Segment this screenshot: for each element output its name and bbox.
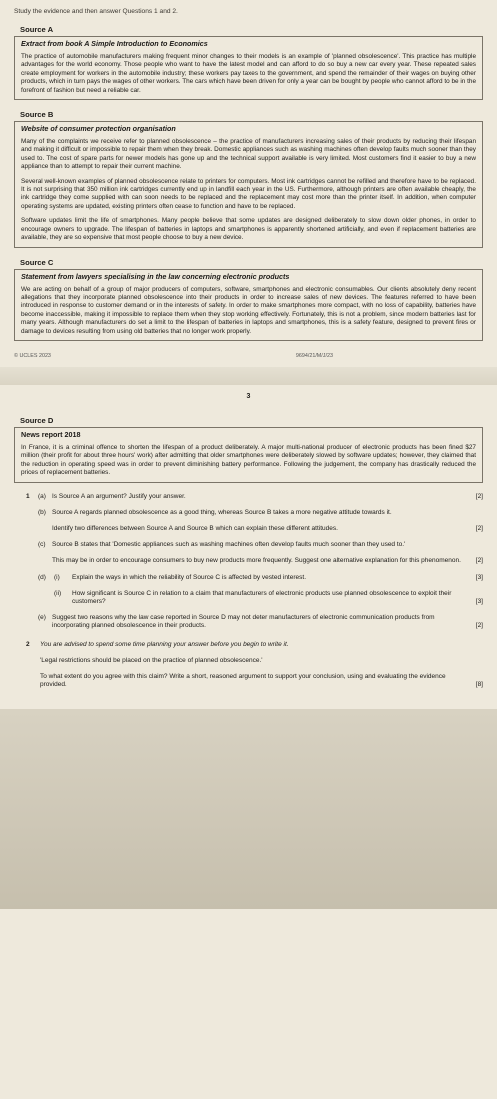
table-surface bbox=[0, 709, 497, 909]
source-b-title: Source B bbox=[20, 110, 54, 120]
source-c-box bbox=[14, 269, 483, 341]
part-d-i-label: (i) bbox=[54, 573, 60, 581]
part-e-label: (e) bbox=[38, 614, 46, 622]
source-c-heading: Statement from lawyers specialising in the law concerning electronic products bbox=[21, 271, 290, 281]
source-a-title: Source A bbox=[20, 25, 54, 34]
question-1-number: 1 bbox=[26, 492, 30, 500]
question-2-claim: 'Legal restrictions should be placed on the practice of planned obsolescence.' bbox=[40, 656, 263, 664]
part-a-label: (a) bbox=[38, 492, 46, 500]
source-b-paragraph-1: Many of the complaints we receive refer to planned obsolescence – the practice of manufacturers increasing sales of their products by reducing their lifespan and making it difficult or impossible to repair them when they break. Domestic appliances such as washing machines often develop faults much sooner than they used to. The cost of spare parts for newer models has gone up and the technical support available is very limited. Most customers find it easier to buy a new appliance than to attempt to repair their current machine. bbox=[21, 138, 476, 171]
copyright: © UCLES 2023 bbox=[14, 352, 51, 359]
source-c-paragraph: We are acting on behalf of a group of major producers of computers, software, smartphones and electronic consumables. Our clients absolutely deny recent allegations that they incorporate planned obsolescence into their products in order to increase sales of new devices. The features referred to have been introduced in response to customer demand or in the interests of safety. In order to make smartphones more compact, with no loss of capability, batteries have become inaccessible, making it impossible to replace them when they stop working effectively. Fortunately, this is not a problem, since modern batteries last for many years. Although manufacturers do set a limit to the lifespan of batteries in laptops and smartphones, this is a safety feature, designed to prevent fires or damage to devices resulting from using old batteries that no longer work properly. bbox=[21, 285, 476, 335]
source-b-box bbox=[14, 121, 483, 247]
source-d-title: Source D bbox=[20, 415, 54, 425]
question-2-mark: [8] bbox=[475, 681, 483, 689]
page-number: 3 bbox=[246, 392, 251, 400]
question-1b bbox=[14, 509, 483, 517]
part-e-mark: [2] bbox=[475, 622, 483, 630]
part-b-text-2: Identify two differences between Source A and Source B which can explain these different attitudes. bbox=[52, 524, 338, 532]
source-a-heading: Extract from book A Simple Introduction to Economics bbox=[21, 39, 208, 48]
part-d-ii-mark: [3] bbox=[475, 597, 483, 605]
source-d-paragraph: In France, it is a criminal offence to shorten the lifespan of a product deliberately. A major multi-national producer of electronic products has been fined $27 million (their profit for about three hours' work) after admitting that older smartphones were deliberately slowed by software updates; however, they claimed that the reduction in operating speed was in order to prevent diminishing battery performance. Following the judgement, the company has drastically reduced the prices of replacement batteries. bbox=[21, 443, 476, 477]
part-c-text-1: Source B states that 'Domestic appliances such as washing machines often develop faults much sooner than they used to.' bbox=[52, 541, 406, 549]
part-c-label: (c) bbox=[38, 541, 46, 549]
question-2-number: 2 bbox=[26, 640, 30, 648]
part-d-i-mark: [3] bbox=[475, 573, 483, 581]
question-2 bbox=[14, 641, 483, 649]
source-d-heading: News report 2018 bbox=[21, 429, 81, 439]
question-1d-ii bbox=[14, 590, 483, 606]
part-b-text-1: Source A regards planned obsolescence as a good thing, whereas Source B takes a more negative attitude towards it. bbox=[52, 508, 392, 516]
question-2-advice: You are advised to spend some time planning your answer before you begin to write it. bbox=[40, 640, 289, 648]
question-1a bbox=[14, 493, 483, 501]
source-a-paragraph: The practice of automobile manufacturers making frequent minor changes to their models is an example of 'planned obsolescence'. This practice has multiple advantages for the world economy. Those people who want to have the latest model and can afford to do so buy a new car every year. These repeated sales create employment for workers in the automobile industry; these workers pay taxes to the government, and spend the remainder of their wages on buying other products, which in turn pays the wages of other workers. The cars which have been driven for only a year can be bought by people who cannot afford to be in the forefront of fashion but need a reliable car. bbox=[21, 53, 476, 94]
instructions: Study the evidence and then answer Questions 1 and 2. bbox=[14, 8, 178, 15]
source-a-box bbox=[14, 36, 483, 100]
part-b-mark: [2] bbox=[475, 524, 483, 532]
part-d-ii-text: How significant is Source C in relation to a claim that manufacturers of electronic products use planned obsolescence to exploit their customers? bbox=[72, 589, 452, 605]
question-2-text: To what extent do you agree with this claim? Write a short, reasoned argument to support your conclusion, using and evaluating the evidence provided. bbox=[40, 673, 446, 689]
page-footer bbox=[14, 353, 483, 359]
part-d-i-text: Explain the ways in which the reliability of Source C is affected by vested interest. bbox=[72, 573, 306, 581]
paper-code: 9694/21/M/J/23 bbox=[295, 352, 333, 359]
part-b-label: (b) bbox=[38, 508, 46, 516]
question-1d-i bbox=[14, 574, 483, 582]
source-d-box bbox=[14, 427, 483, 483]
part-d-label: (d) bbox=[38, 573, 46, 581]
source-c-title: Source C bbox=[20, 257, 54, 267]
question-2-task bbox=[40, 673, 483, 689]
page-break bbox=[0, 367, 497, 385]
question-1c bbox=[14, 541, 483, 549]
part-a-mark: [2] bbox=[475, 492, 483, 500]
source-b-paragraph-2: Several well-known examples of planned obsolescence relate to printers for computers. Most ink cartridges cannot be refilled and therefore have to be replaced. It is not surprising that 350 million ink cartridges currently end up in landfill each year in the US. Furthermore, although printers are often available cheaply, the ink cartridge they come supplied with can soon needs to be replaced and the replacement may cost more than the printer itself. In addition, when computer operating systems are updated, existing printers often cease to function and have to be replaced. bbox=[21, 177, 476, 210]
part-a-text: Is Source A an argument? Justify your answer. bbox=[52, 492, 186, 500]
part-c-text-2: This may be in order to encourage consumers to buy new products more frequently. Suggest one alternative explanation for this phenomenon. bbox=[52, 557, 461, 565]
part-d-ii-label: (ii) bbox=[54, 589, 62, 597]
question-1e bbox=[14, 614, 483, 630]
part-c-mark: [2] bbox=[475, 557, 483, 565]
part-c-task bbox=[52, 557, 483, 565]
part-e-text: Suggest two reasons why the law case reported in Source D may not deter manufacturers of electronic communication products from incorporating planned obsolescence in their products. bbox=[52, 614, 435, 630]
part-b-task bbox=[52, 524, 483, 533]
source-b-heading: Website of consumer protection organisation bbox=[21, 124, 176, 134]
source-b-paragraph-3: Software updates limit the life of smartphones. Many people believe that some updates are designed deliberately to slow down older phones, in order to encourage owners to upgrade. The lifespan of batteries in laptops and smartphones is apparently shortened artificially, and even if replacement batteries are available, they are so expensive that most people choose to buy a new device. bbox=[21, 217, 476, 242]
